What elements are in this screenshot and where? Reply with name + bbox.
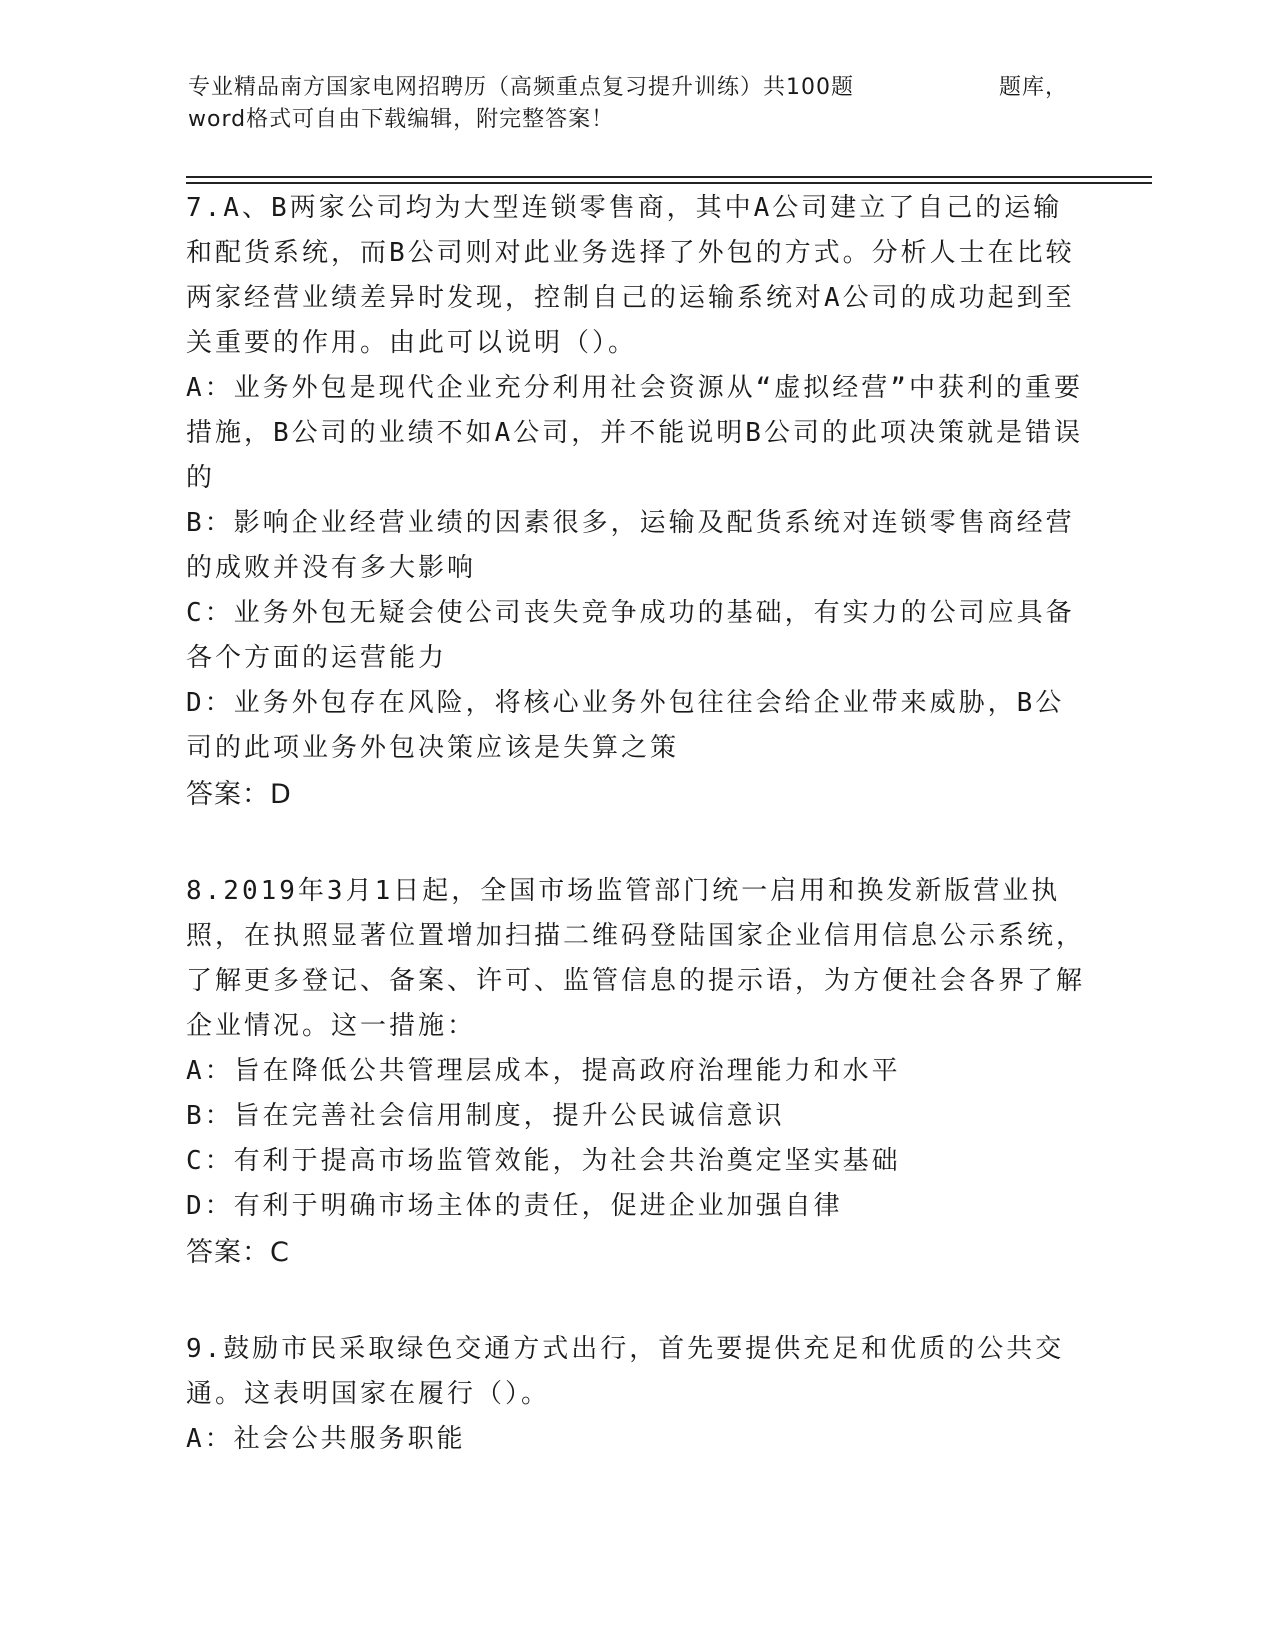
answer: 答案：C <box>186 1237 290 1268</box>
option-b: B：旨在完善社会信用制度，提升公民诚信意识 <box>186 1101 785 1131</box>
option-d: D：有利于明确市场主体的责任，促进企业加强自律 <box>186 1191 843 1221</box>
question-7 <box>186 186 1086 819</box>
question-text: 7.A、B两家公司均为大型连锁零售商，其中A公司建立了自己的运输和配货系统，而B公司则对此业务选择了外包的方式。分析人士在比较两家经营业绩差异时发现，控制自己的运输系统对A公司的成功起到至关重要的作用。由此可以说明（）。 <box>186 193 1075 358</box>
question-text: 8.2019年3月1日起，全国市场监管部门统一启用和换发新版营业执照，在执照显著位置增加扫描二维码登陆国家企业信用信息公示系统，了解更多登记、备案、许可、监管信息的提示语，为方便社会各界了解企业情况。这一措施： <box>186 876 1086 1041</box>
question-9 <box>186 1327 1086 1462</box>
answer: 答案：D <box>186 779 292 810</box>
option-c: C：业务外包无疑会使公司丧失竞争成功的基础，有实力的公司应具备各个方面的运营能力 <box>186 598 1075 673</box>
header-title: 专业精品南方国家电网招聘历（高频重点复习提升训练）共100题 <box>188 75 854 100</box>
question-8 <box>186 869 1086 1277</box>
option-d: D：业务外包存在风险，将核心业务外包往往会给企业带来威胁，B公司的此项业务外包决策应该是失算之策 <box>186 688 1065 763</box>
option-c: C：有利于提高市场监管效能，为社会共治奠定坚实基础 <box>186 1146 901 1176</box>
option-a: A：社会公共服务职能 <box>186 1424 466 1454</box>
option-a: A：业务外包是现代企业充分利用社会资源从“虚拟经营”中获利的重要措施，B公司的业绩不如A公司，并不能说明B公司的此项决策就是错误的 <box>186 373 1083 493</box>
header-title-suffix: 题库， <box>998 75 1068 100</box>
header-line-1 <box>188 72 1068 104</box>
option-a: A：旨在降低公共管理层成本，提高政府治理能力和水平 <box>186 1056 901 1086</box>
question-text: 9.鼓励市民采取绿色交通方式出行，首先要提供充足和优质的公共交通。这表明国家在履行（）。 <box>186 1334 1065 1409</box>
question-list <box>186 186 1086 1512</box>
header-rule-bottom <box>186 182 1152 184</box>
document-header <box>188 72 1068 136</box>
option-b: B：影响企业经营业绩的因素很多，运输及配货系统对连锁零售商经营的成败并没有多大影响 <box>186 508 1075 583</box>
header-rule-top <box>186 176 1152 178</box>
header-subtitle: word格式可自由下载编辑，附完整答案！ <box>188 107 615 132</box>
